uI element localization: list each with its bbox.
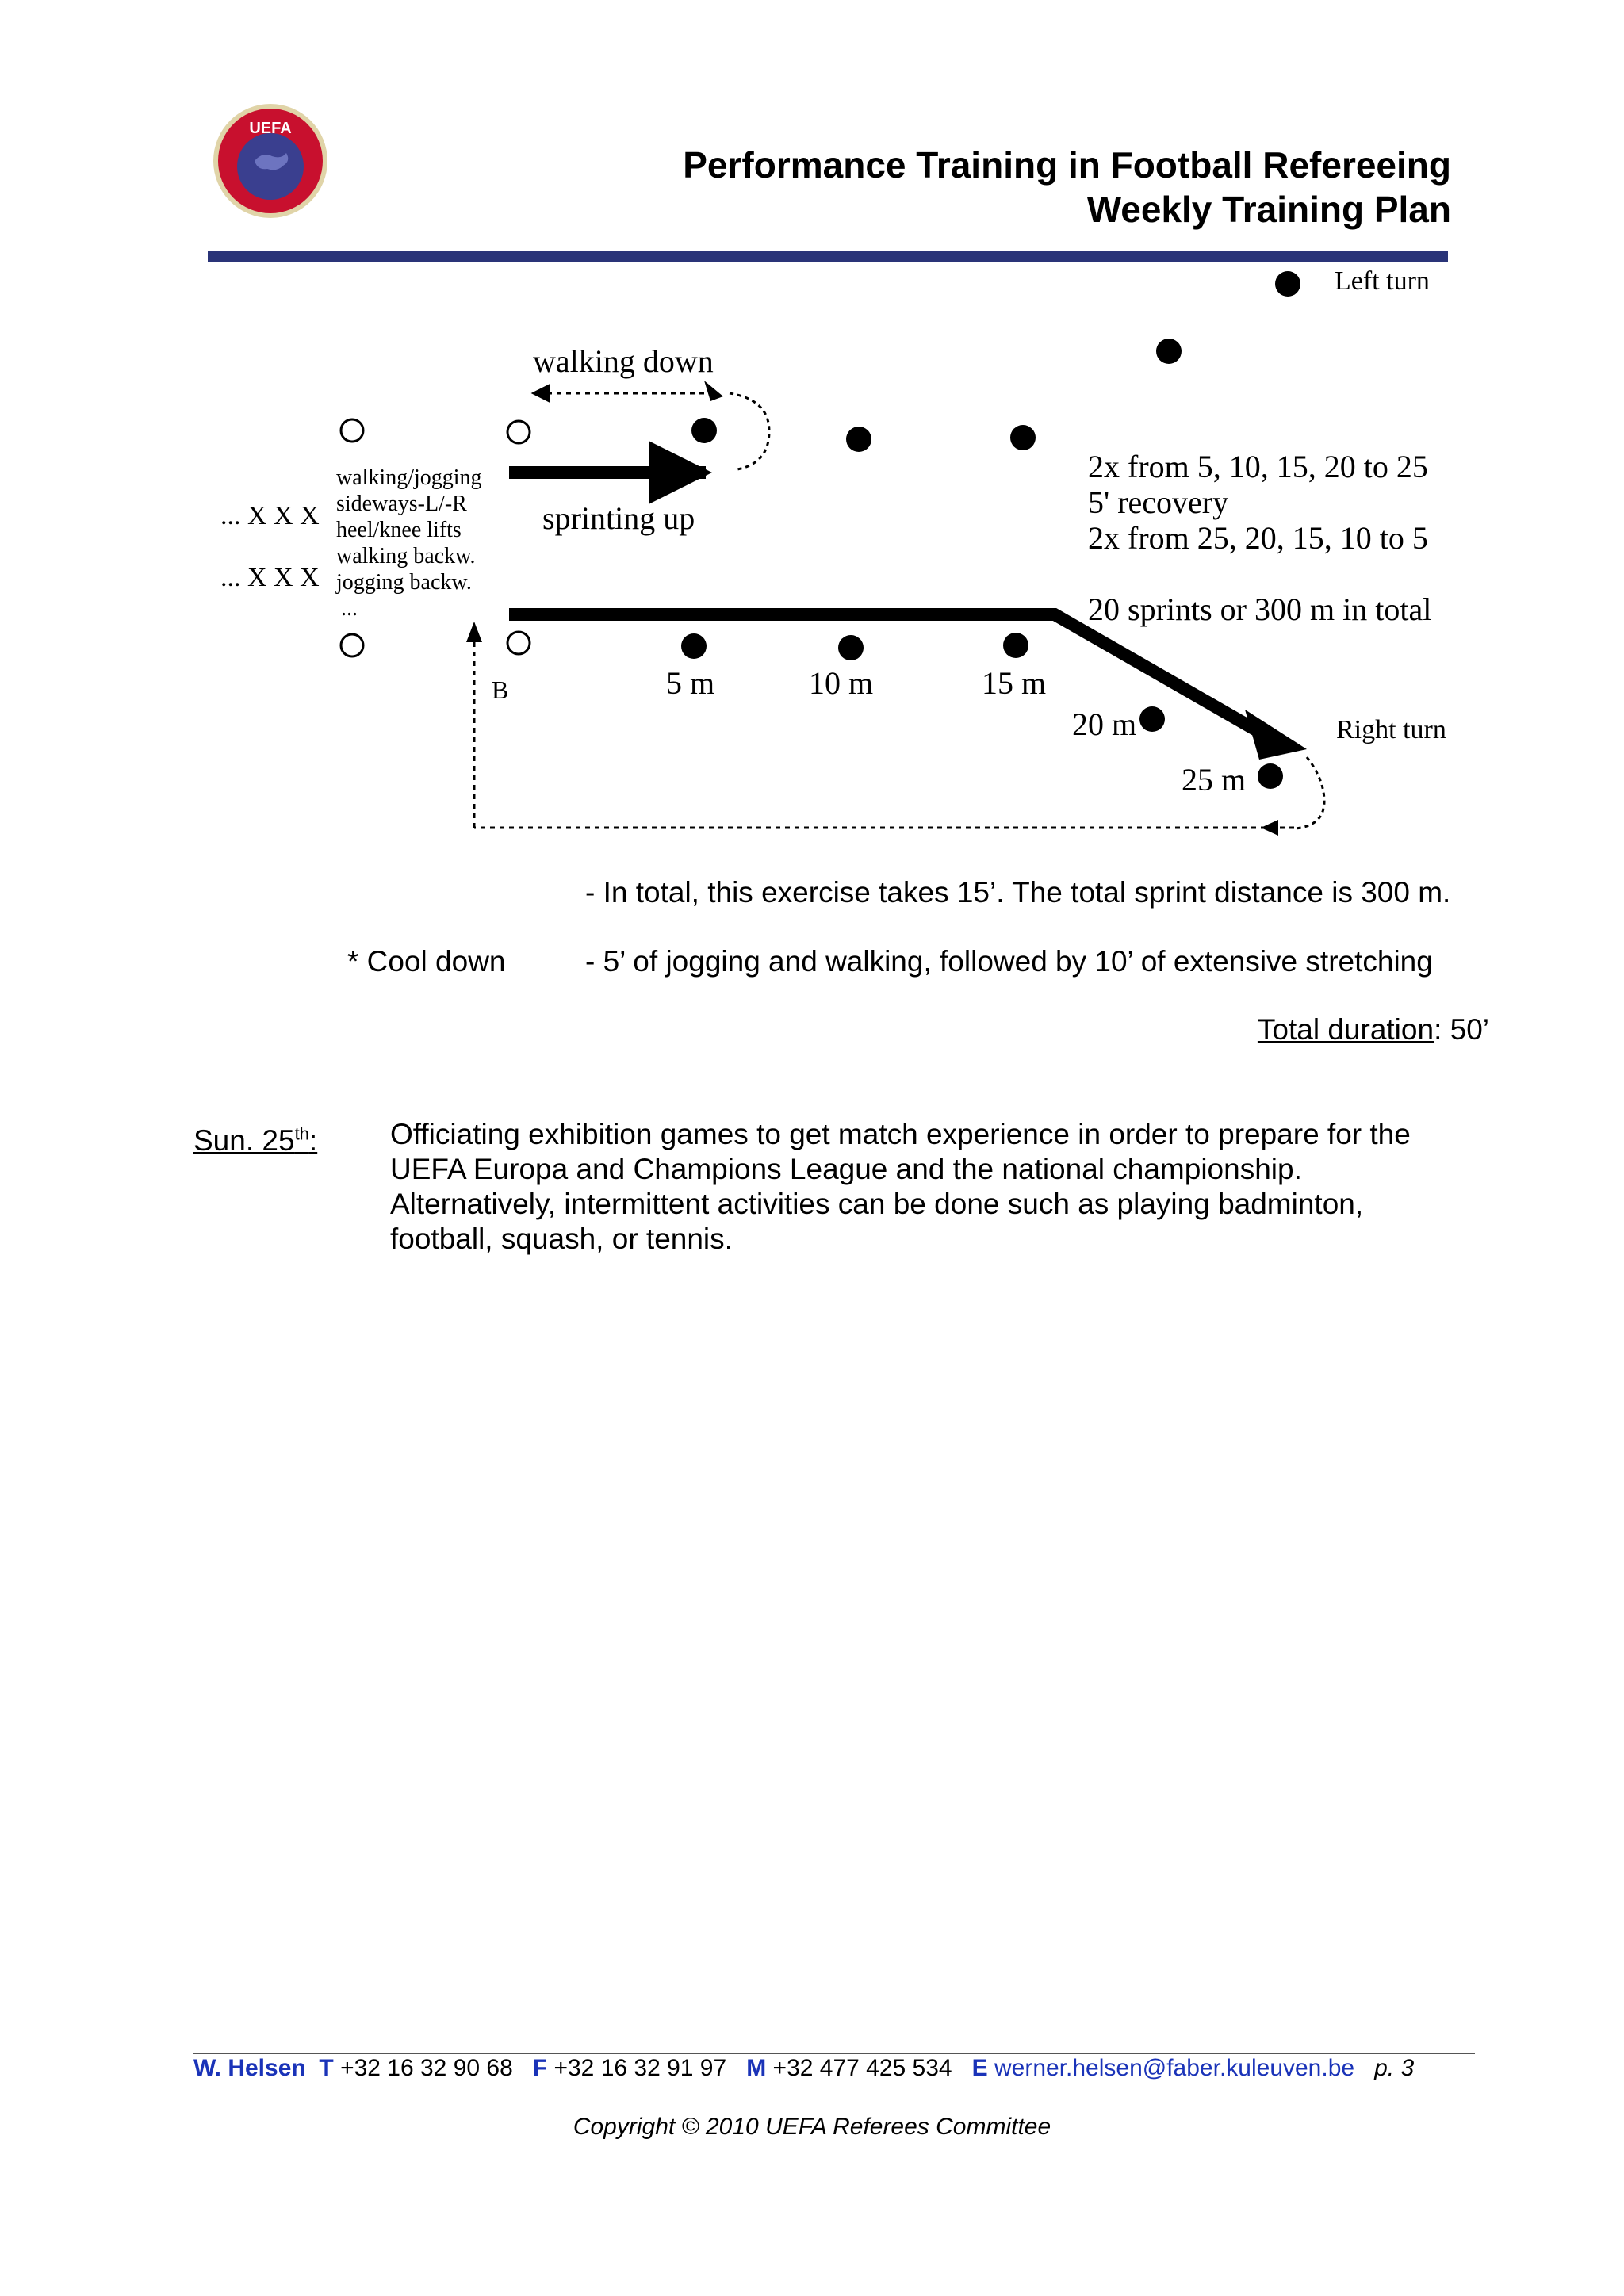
footer-rule: [193, 2053, 1475, 2054]
distance-10m-label: 10 m: [809, 665, 874, 701]
warmup-list: [336, 465, 482, 622]
warmup-item: jogging backw.: [336, 570, 472, 595]
phone-label: T: [319, 2055, 334, 2081]
copyright: Copyright © 2010 UEFA Referees Committee: [573, 2114, 1051, 2140]
info-line: 2x from 25, 20, 15, 10 to 5: [1088, 520, 1428, 556]
cone-5m: [681, 633, 707, 659]
distance-25m-label: 25 m: [1182, 762, 1247, 798]
cone-10m: [838, 635, 864, 660]
distance-5m-label: 5 m: [666, 665, 715, 701]
day-label: Sun. 25: [193, 1124, 295, 1158]
svg-text:UEFA: UEFA: [249, 120, 292, 137]
day-suffix: th: [294, 1124, 309, 1144]
mobile-value: +32 477 425 534: [772, 2055, 952, 2081]
paragraph-line: Officiating exhibition games to get match experience in order to prepare for the: [390, 1118, 1411, 1150]
info-line: 5' recovery: [1088, 484, 1229, 520]
author-name: W. Helsen: [193, 2055, 306, 2081]
sprinting-up-label: sprinting up: [542, 500, 695, 536]
cone-upper-3: [1010, 425, 1036, 450]
page-number: p. 3: [1374, 2055, 1415, 2081]
info-line: 2x from 5, 10, 15, 20 to 25: [1088, 449, 1428, 484]
distance-15m-label: 15 m: [982, 665, 1047, 701]
cool-down-label: * Cool down: [347, 945, 506, 978]
cone-left-turn: [1275, 271, 1300, 297]
total-exercise-note: - In total, this exercise takes 15’. The total sprint distance is 300 m.: [585, 876, 1451, 909]
exercise-info: [1088, 449, 1431, 627]
paragraph-line: UEFA Europa and Champions League and the national championship.: [390, 1153, 1302, 1185]
cone-upper-2: [846, 427, 871, 452]
left-turn-label: Left turn: [1335, 266, 1430, 296]
sunday-description: [390, 1117, 1411, 1257]
paragraph-line: Alternatively, intermittent activities can be done such as playing badminton,: [390, 1188, 1364, 1220]
fax-value: +32 16 32 91 97: [553, 2055, 727, 2081]
xxx-marker-2: ... X X X: [220, 563, 320, 592]
warmup-item: heel/knee lifts: [336, 518, 462, 542]
phone-value: +32 16 32 90 68: [340, 2055, 513, 2081]
warmup-item: walking backw.: [336, 544, 476, 568]
warmup-item: walking/jogging: [336, 465, 482, 490]
cone-start-open-2: [508, 421, 530, 443]
email-label: E: [971, 2055, 988, 2081]
cone-25m: [1258, 763, 1283, 789]
walking-down-label: walking down: [533, 343, 714, 379]
right-turn-label: Right turn: [1336, 715, 1446, 744]
xxx-marker-1: ... X X X: [220, 501, 320, 530]
page-title: Performance Training in Football Refereeing: [683, 144, 1451, 186]
day-colon: :: [308, 1124, 318, 1158]
warmup-item: ...: [341, 596, 358, 621]
cone-20m: [1139, 706, 1165, 732]
cone-lower-open-2: [508, 632, 530, 654]
cone-start-open-1: [341, 419, 363, 442]
marker-b-label: B: [492, 675, 509, 704]
fax-label: F: [532, 2055, 548, 2081]
distance-20m-label: 20 m: [1072, 706, 1137, 742]
page-subtitle: Weekly Training Plan: [1086, 189, 1451, 230]
total-duration-value: : 50’: [1434, 1013, 1489, 1046]
total-duration-label: Total duration: [1257, 1013, 1434, 1046]
warmup-item: sideways-L/-R: [336, 492, 467, 516]
cone-lower-open-1: [341, 634, 363, 656]
cool-down-text: - 5’ of jogging and walking, followed by 10’ of extensive stretching: [585, 945, 1433, 978]
email-link[interactable]: werner.helsen@faber.kuleuven.be: [994, 2055, 1355, 2081]
footer-contact: [193, 2055, 1414, 2082]
total-duration: [1258, 1012, 1489, 1047]
cone-upper-diagonal: [1156, 339, 1182, 364]
cone-upper-1: [691, 418, 717, 443]
mobile-label: M: [746, 2055, 767, 2081]
cone-15m: [1003, 633, 1028, 658]
info-line: 20 sprints or 300 m in total: [1088, 591, 1432, 627]
paragraph-line: football, squash, or tennis.: [390, 1223, 733, 1255]
day-label-sunday: [193, 1117, 317, 1158]
